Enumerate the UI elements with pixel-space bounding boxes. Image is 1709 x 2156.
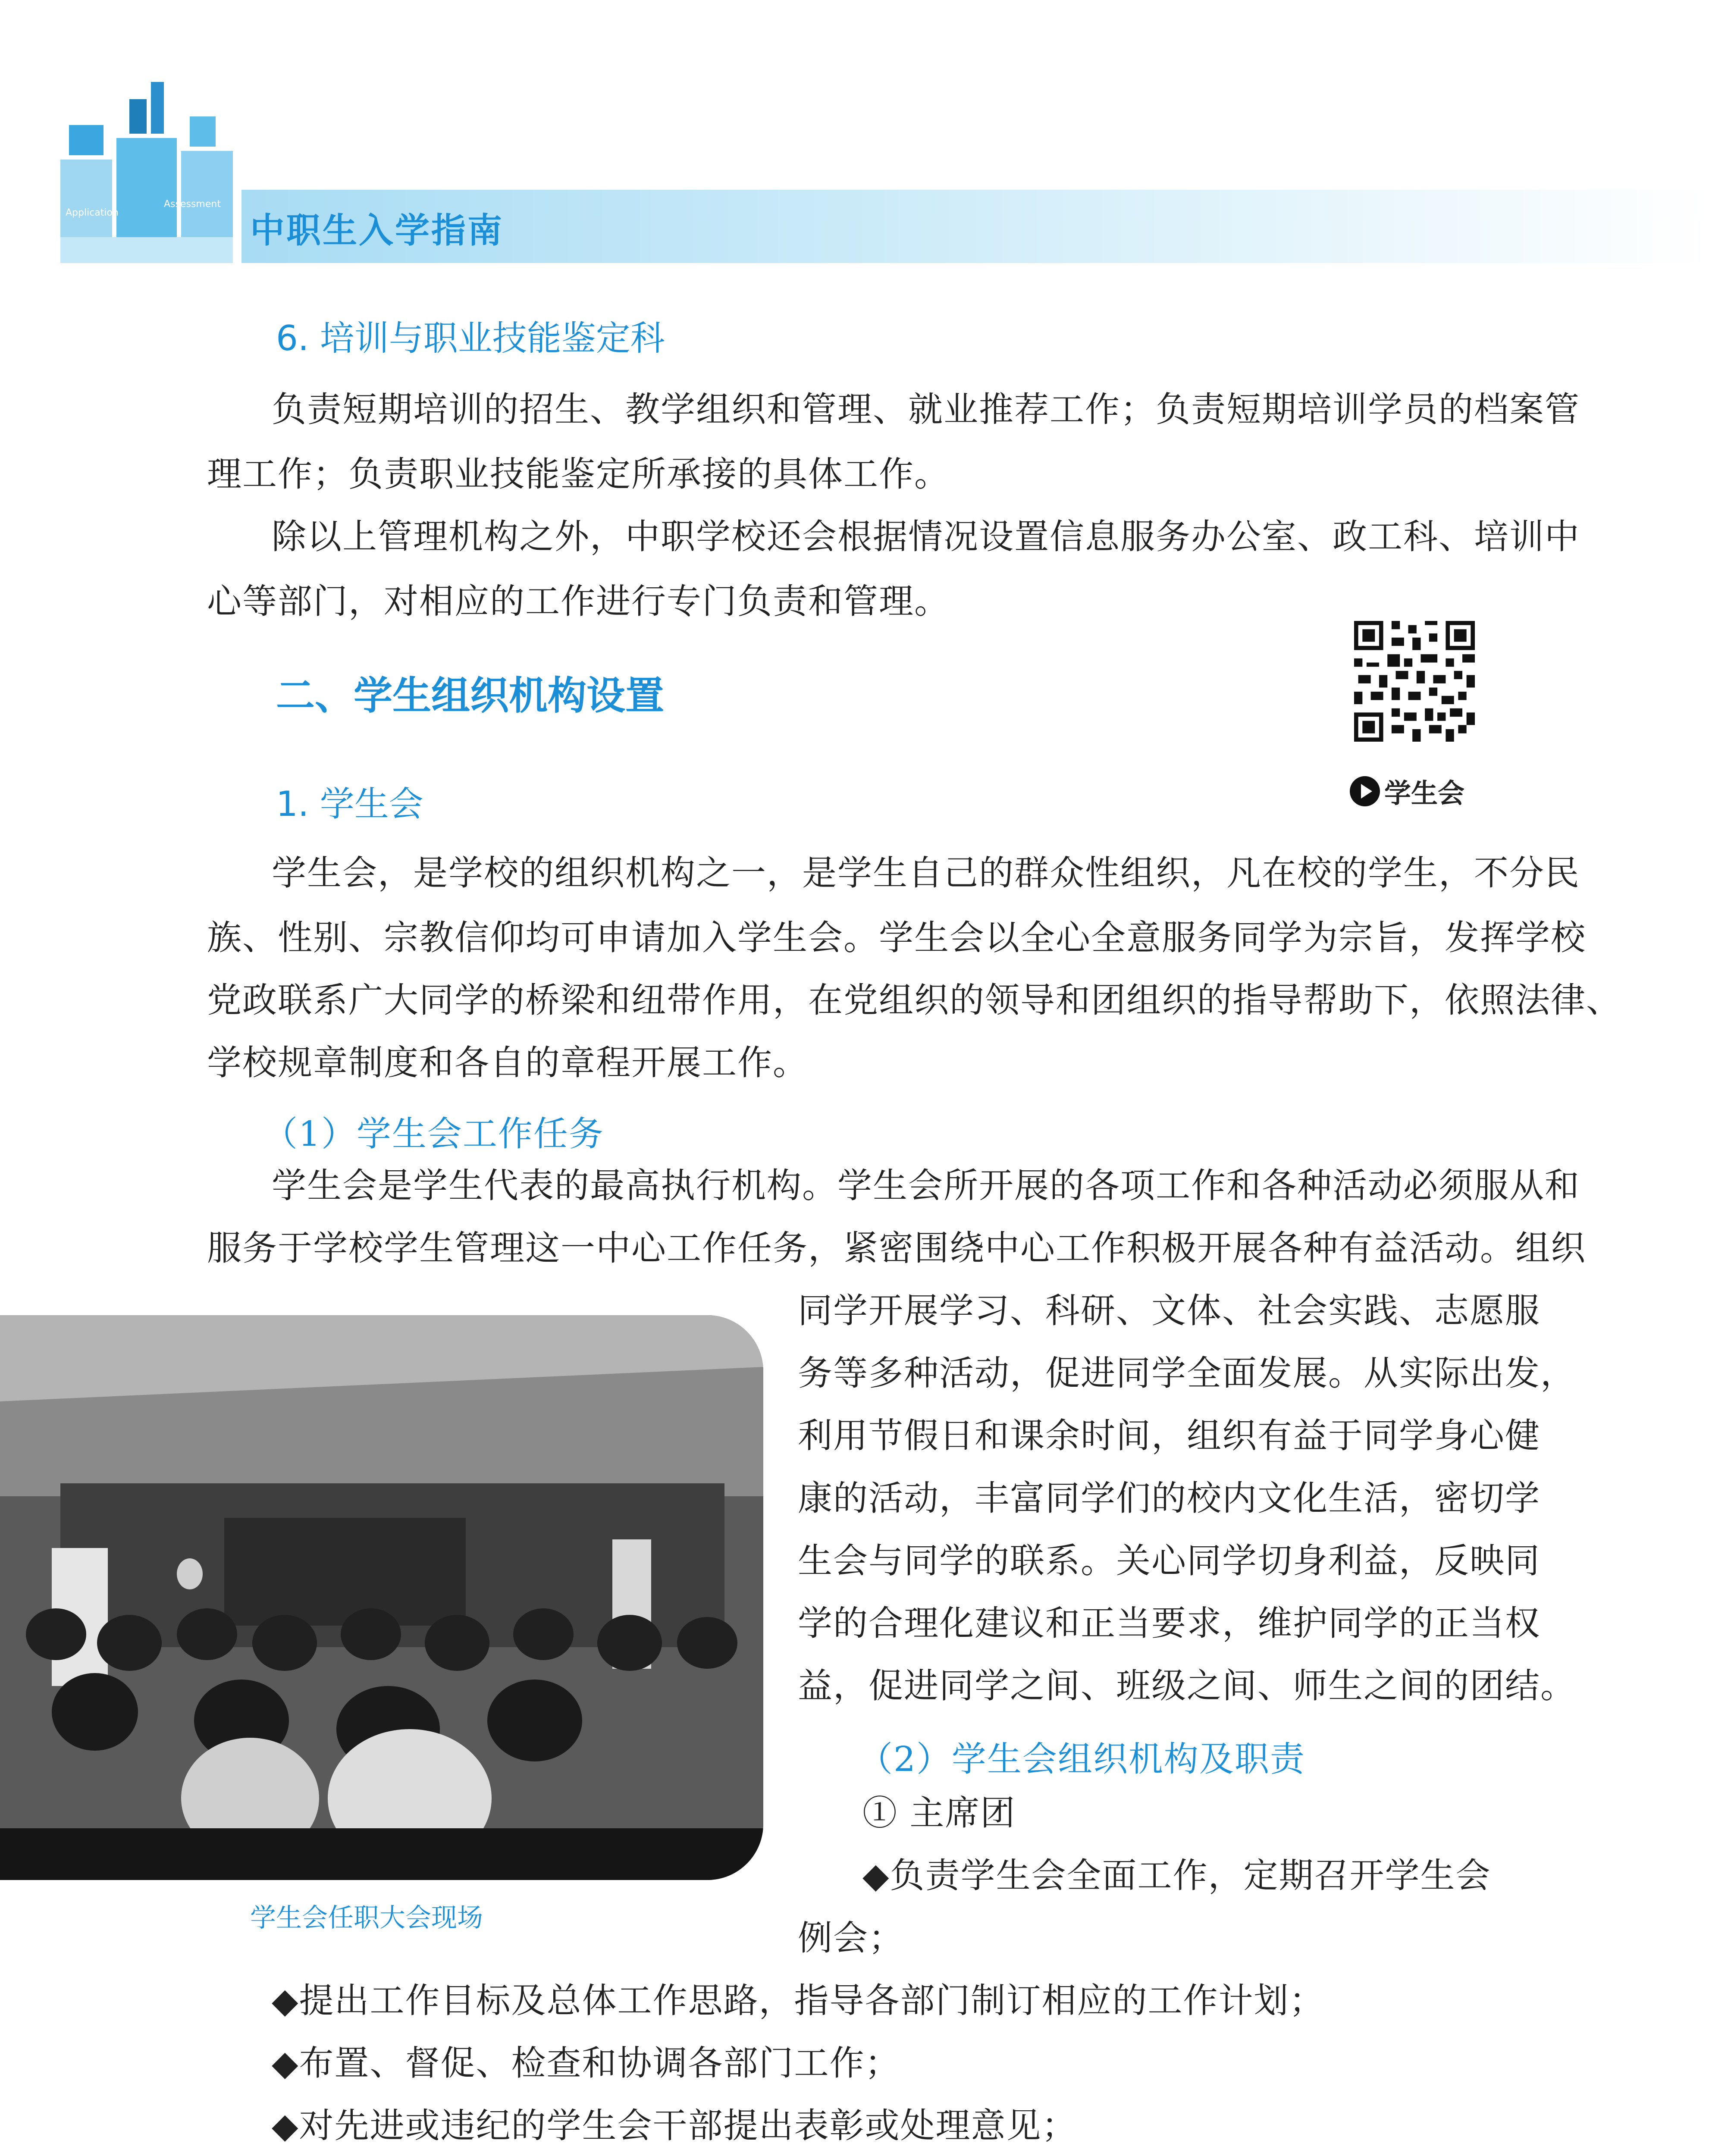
qr-code-icon[interactable] (1354, 621, 1475, 742)
photo-caption: 学生会任职大会现场 (250, 1903, 483, 1933)
presidium-label: ① 主席团 (862, 1793, 1016, 1833)
tasks-line-1: 学生会是学生代表的最高执行机构。学生会所开展的各项工作和各种活动必须服从和 (272, 1166, 1580, 1206)
intro-line-1: 学生会，是学校的组织机构之一，是学生自己的群众性组织，凡在校的学生，不分民 (272, 853, 1580, 893)
tasks-narrow-line-6: 学的合理化建议和正当要求，维护同学的正当权 (798, 1603, 1540, 1643)
art-label-assessment: Assessment (164, 199, 221, 210)
play-icon[interactable] (1350, 776, 1380, 806)
tasks-narrow-line-3: 利用节假日和课余时间，组织有益于同学身心健 (798, 1416, 1540, 1456)
duty-1-line-1: ◆负责学生会全面工作，定期召开学生会 (862, 1855, 1491, 1896)
meeting-photo (0, 1315, 763, 1880)
student-union-heading: 1. 学生会 (276, 784, 423, 824)
tasks-heading: （1）学生会工作任务 (263, 1114, 604, 1154)
duty-item: ◆对先进或违纪的学生会干部提出表彰或处理意见； (272, 2106, 1077, 2146)
intro-line-3: 党政联系广大同学的桥梁和纽带作用，在党组织的领导和团组织的指导帮助下，依照法律、 (207, 980, 1621, 1020)
intro-line-4: 学校规章制度和各自的章程开展工作。 (207, 1043, 808, 1083)
tasks-narrow-line-1: 同学开展学习、科研、文体、社会实践、志愿服 (798, 1291, 1540, 1331)
qr-caption (1350, 772, 1464, 810)
section-6-para2-line2: 心等部门，对相应的工作进行专门负责和管理。 (207, 581, 950, 621)
section-6-para2-line1: 除以上管理机构之外，中职学校还会根据情况设置信息服务办公室、政工科、培训中 (272, 517, 1580, 557)
org-heading: （2）学生会组织机构及职责 (858, 1739, 1305, 1779)
section-6-heading: 6. 培训与职业技能鉴定科 (276, 318, 665, 358)
section-6-para1-line1: 负责短期培训的招生、教学组织和管理、就业推荐工作；负责短期培训学员的档案管 (272, 389, 1580, 429)
tasks-narrow-line-5: 生会与同学的联系。关心同学切身利益，反映同 (798, 1541, 1540, 1581)
header-illustration (60, 73, 233, 263)
art-label-application: Application (66, 207, 119, 218)
duty-item: ◆布置、督促、检查和协调各部门工作； (272, 2043, 900, 2083)
tasks-narrow-line-2: 务等多种活动，促进同学全面发展。从实际出发， (798, 1353, 1576, 1393)
duty-item: ◆提出工作目标及总体工作思路，指导各部门制订相应的工作计划； (272, 1981, 1325, 2021)
book-title: 中职生入学指南 (250, 210, 504, 251)
qr-caption-text: 学生会 (1384, 777, 1465, 809)
meeting-photo-illustration (0, 1315, 763, 1880)
intro-line-2: 族、性别、宗教信仰均可申请加入学生会。学生会以全心全意服务同学为宗旨，发挥学校 (207, 918, 1586, 958)
duty-1-line-2: 例会； (798, 1918, 904, 1958)
section-6-para1-line2: 理工作；负责职业技能鉴定所承接的具体工作。 (207, 454, 950, 494)
tasks-narrow-line-4: 康的活动，丰富同学们的校内文化生活，密切学 (798, 1478, 1540, 1518)
tasks-narrow-line-7: 益，促进同学之间、班级之间、师生之间的团结。 (798, 1666, 1576, 1706)
section-two-heading: 二、学生组织机构设置 (276, 673, 664, 718)
tasks-line-2: 服务于学校学生管理这一中心工作任务，紧密围绕中心工作积极开展各种有益活动。组织 (207, 1228, 1586, 1268)
